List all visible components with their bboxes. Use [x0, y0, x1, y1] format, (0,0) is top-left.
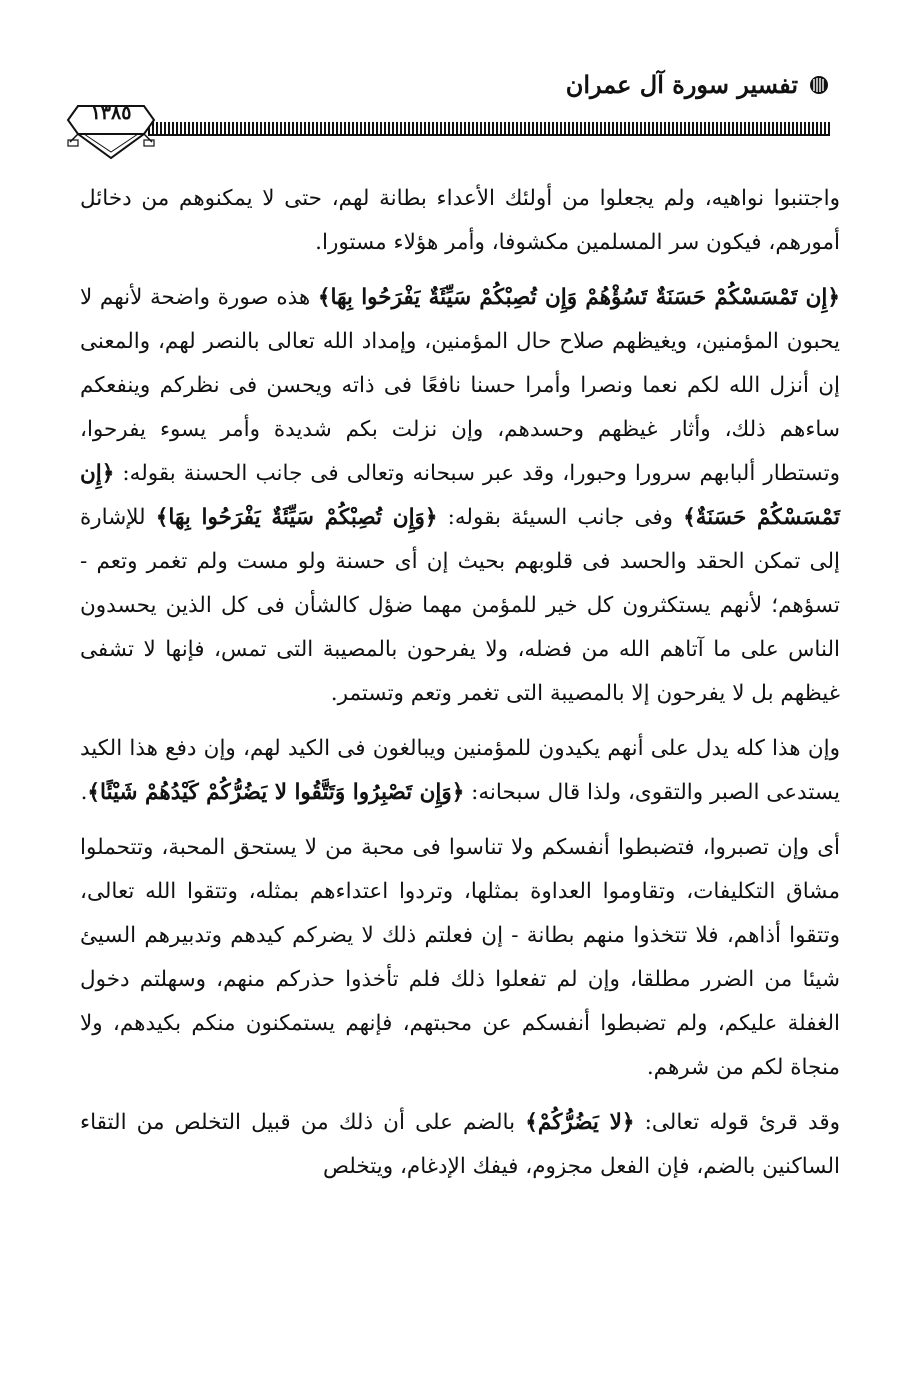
page-title: تفسير سورة آل عمران — [565, 70, 798, 99]
text-run: أى وإن تصبروا، فتضبطوا أنفسكم ولا تناسوا فى محبة من لا يستحق المحبة، وتتحملوا مشاق التكليفات، وتقاوموا العداوة بمثلها، وتردوا اعتداءهم بمثله، وتتقوا الله تعالى، وتتقوا أذاهم، فلا تتخذوا منهم بطانة - إن فعلتم ذلك لا يضركم كيدهم وتدبيرهم السيئ شيئا من الضرر مطلقا، وإن لم تفعلوا ذلك فلم تأخذوا حذركم منهم، وسهلتم دخول الغفلة عليكم، ولم تضبطوا أنفسكم عن محبتهم، فإنهم يستمكنون منكم بكيدهم، ولا منجاة لكم من شرهم. — [80, 835, 840, 1080]
running-head — [566, 70, 830, 99]
quran-verse: ﴿وَإِن تَصْبِرُوا وَتَتَّقُوا لا يَضُرُّكُمْ كَيْدُهُمْ شَيْئًا﴾ — [87, 780, 465, 805]
header-rule-base — [148, 134, 830, 136]
quran-verse: ﴿لا يَضُرُّكُمْ﴾ — [525, 1110, 635, 1135]
header-rule — [148, 122, 830, 134]
paragraph — [80, 1101, 840, 1189]
quran-verse: ﴿إِن تَمْسَسْكُمْ حَسَنَةٌ﴾ — [80, 461, 840, 530]
body-text — [80, 177, 840, 1189]
page-header — [66, 70, 830, 156]
quran-verse: ﴿إِن تَمْسَسْكُمْ حَسَنَةٌ تَسُؤْهُمْ وَإِن تُصِبْكُمْ سَيِّئَةٌ يَفْرَحُوا بِهَا﴾ — [317, 285, 841, 310]
text-run: . — [80, 780, 88, 805]
ornament-icon — [808, 74, 830, 96]
text-run: وفى جانب السيئة بقوله: — [437, 505, 684, 530]
paragraph — [80, 727, 840, 815]
text-run: واجتنبوا نواهيه، ولم يجعلوا من أولئك الأعداء بطانة لهم، حتى لا يمكنوهم من دخائل أمورهم، فيكون سر المسلمين مكشوفا، وأمر هؤلاء مستورا. — [80, 186, 840, 255]
text-run: للإشارة إلى تمكن الحقد والحسد فى قلوبهم بحيث إن أى حسنة ولو مست ولم تغمر وتعم - تسؤهم؛ لأنهم يستكثرون كل خير للمؤمن مهما ضؤل كالشأن فى كل الذين يحسدون الناس على ما آتاهم الله من فضله، ولا يفرحون بالمصيبة التى تمس، فإنها لا تشفى غيظهم بل لا يفرحون إلا بالمصيبة التى تغمر وتعم وتستمر. — [80, 505, 840, 706]
text-run: بالضم على أن ذلك من قبيل التخلص من التقاء الساكنين بالضم، فإن الفعل مجزوم، فيفك الإدغام، ويتخلص — [80, 1110, 840, 1179]
text-run: وقد قرئ قوله تعالى: — [634, 1110, 841, 1135]
page-number: ١٣٨٥ — [90, 102, 132, 124]
paragraph — [80, 177, 840, 265]
paragraph — [80, 276, 840, 716]
paragraph — [80, 826, 840, 1090]
quran-verse: ﴿وَإِن تُصِبْكُمْ سَيِّئَةٌ يَفْرَحُوا بِهَا﴾ — [155, 505, 438, 530]
text-run: هذه صورة واضحة لأنهم لا يحبون المؤمنين، ويغيظهم صلاح حال المؤمنين، وإمداد الله تعالى بالنصر لهم، والمعنى إن أنزل الله لكم نعما ونصرا وأمرا حسنا نافعًا فى ذاته ويحسن فى نظركم وينفعكم ساءهم ذلك، وأثار غيظهم وحسدهم، وإن نزلت بكم شديدة وأمر يسوء يفرحوا، وتستطار ألبابهم سرورا وحبورا، وقد عبر سبحانه وتعالى فى جانب الحسنة بقوله: — [80, 285, 840, 486]
text-run: وإن هذا كله يدل على أنهم يكيدون للمؤمنين ويبالغون فى الكيد لهم، وإن دفع هذا الكيد يستدعى الصبر والتقوى، ولذا قال سبحانه: — [80, 736, 840, 805]
